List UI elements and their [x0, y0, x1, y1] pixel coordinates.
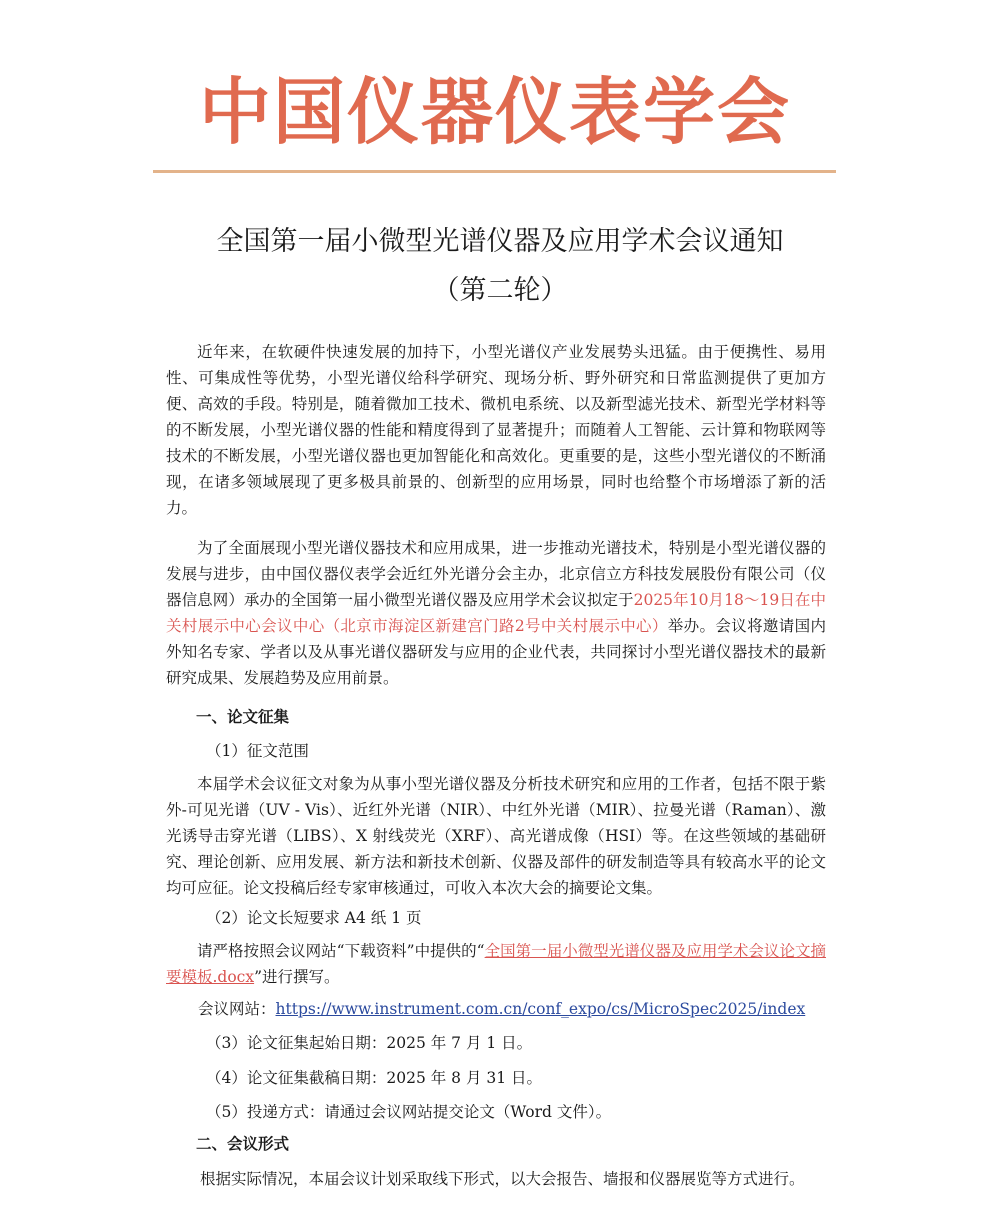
format-description: 根据实际情况，本届会议计划采取线下形式，以大会报告、墙报和仪器展览等方式进行。 [200, 1170, 805, 1188]
organizer-text-after: 举办。会议将邀请国内外知名专家、学者以及从事光谱仪器研发与应用的企业代表，共同探讨小型光谱仪器技术的最新研究成果、发展趋势及应用前景。 [166, 617, 826, 687]
intro-paragraph: 近年来，在软硬件快速发展的加持下，小型光谱仪产业发展势头迅猛。由于便携性、易用性、可集成性等优势，小型光谱仪给科学研究、现场分析、野外研究和日常监测提供了更加方便、高效的手段。特别是，随着微加工技术、微机电系统、以及新型滤光技术、新型光学材料等的不断发展，小型光谱仪器的性能和精度得到了显著提升；而随着人工智能、云计算和物联网等技术的不断发展，小型光谱仪器也更加智能化和高效化。更重要的是，这些小型光谱仪的不断涌现，在诸多领域展现了更多极具前景的、创新型的应用场景，同时也给整个市场增添了新的活力。 [166, 343, 826, 517]
date-venue-highlight: 2025年10月18～19日在中关村展示中心会议中心（北京市海淀区新建宫门路2号中关村展示中心） [166, 591, 826, 635]
submission-start-date: （3）论文征集起始日期：2025 年 7 月 1 日。 [206, 1034, 533, 1052]
submission-method: （5）投递方式：请通过会议网站提交论文（Word 文件）。 [206, 1103, 612, 1121]
scope-paragraph: 本届学术会议征文对象为从事小型光谱仪器及分析技术研究和应用的工作者，包括不限于紫外-可见光谱（UV - Vis）、近红外光谱（NIR）、中红外光谱（MIR）、拉曼光谱（Raman）、激光诱导击穿光谱（LIBS）、X 射线荧光（XRF）、高光谱成像（HSI）等。在这些领域的基础研究、理论创新、应用发展、新方法和新技术创新、仪器及部件的研发制造等具有较高水平的论文均可应征。论文投稿后经专家审核通过，可收入本次大会的摘要论文集。 [166, 775, 826, 897]
template-text-before: 请严格按照会议网站“下载资料”中提供的“ [197, 942, 485, 960]
organizer-text-before: 为了全面展现小型光谱仪器技术和应用成果，进一步推动光谱技术，特别是小型光谱仪器的发展与进步，由中国仪器仪表学会近红外光谱分会主办，北京信立方科技发展股份有限公司（仪器信息网）承办的全国第一届小微型光谱仪器及应用学术会议拟定于 [166, 539, 826, 609]
template-download-link[interactable]: 全国第一届小微型光谱仪器及应用学术会议论文摘要模板.docx [166, 942, 826, 986]
website-label: 会议网站： [198, 1000, 276, 1018]
template-instruction [166, 938, 826, 990]
section-heading-format: 二、会议形式 [196, 1134, 290, 1153]
letterhead-org-name: 中国仪器仪表学会 [198, 69, 791, 154]
scope-title: （1）征文范围 [206, 742, 309, 760]
document-subtitle: （第二轮） [432, 275, 568, 306]
organizer-paragraph [166, 535, 826, 691]
submission-deadline: （4）论文征集截稿日期：2025 年 8 月 31 日。 [206, 1069, 543, 1087]
section-heading-papers: 一、论文征集 [196, 707, 290, 726]
length-requirement: （2）论文长短要求 A4 纸 1 页 [206, 909, 422, 927]
letterhead-divider [153, 170, 836, 173]
website-link[interactable]: https://www.instrument.com.cn/conf_expo/cs/MicroSpec2025/index [275, 1000, 806, 1018]
website-line [198, 996, 805, 1022]
template-text-after: ”进行撰写。 [254, 968, 340, 986]
document-title: 全国第一届小微型光谱仪器及应用学术会议通知 [216, 226, 784, 257]
